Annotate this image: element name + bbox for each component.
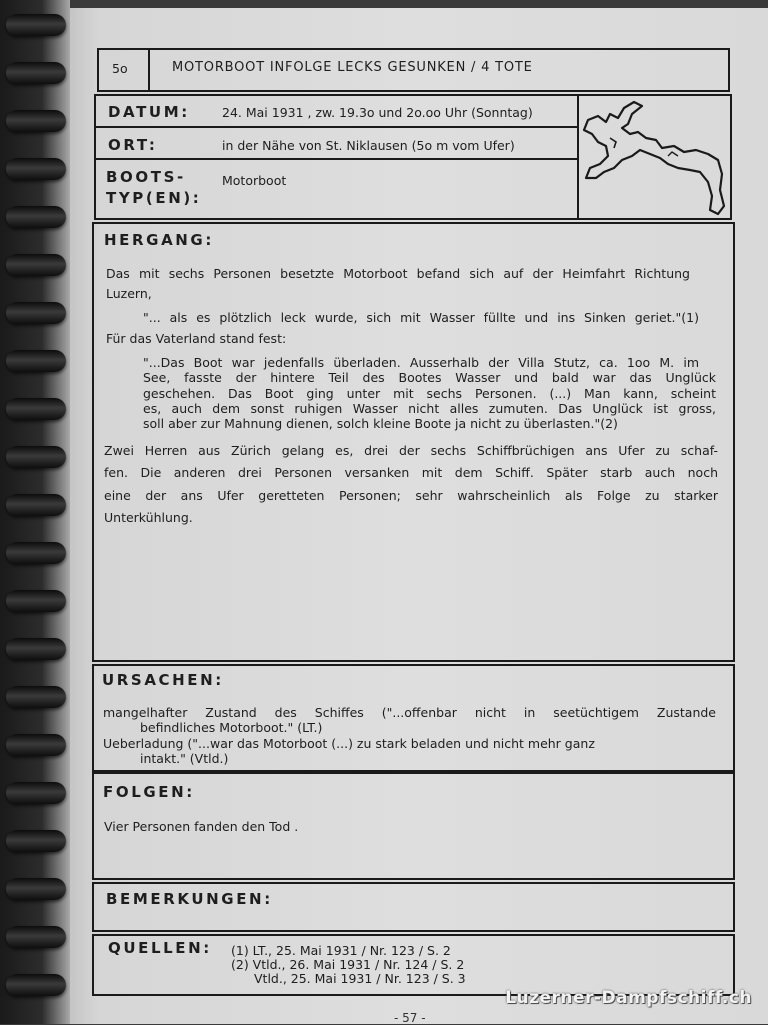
binding-ring [6, 350, 66, 372]
row-divider [94, 158, 578, 160]
binding-ring [6, 446, 66, 468]
record-number: 5o [112, 61, 128, 76]
binding-ring [6, 254, 66, 276]
boots-label: BOOTS- [106, 168, 186, 186]
quellen-entry: (2) Vtld., 26. Mai 1931 / Nr. 124 / S. 2 [231, 957, 465, 972]
hergang-quote-2: geschehen. Das Boot ging unter mit sechs Personen. (...) Man kann, scheint [143, 386, 716, 401]
ursachen-text: mangelhafter Zustand des Schiffes ("...offenbar nicht in seetüchtigem Zustande [103, 705, 716, 720]
binding-ring [6, 926, 66, 948]
quellen-label: QUELLEN: [108, 939, 212, 957]
quellen-entry: (1) LT., 25. Mai 1931 / Nr. 123 / S. 2 [231, 943, 451, 958]
watermark: Luzerner-Dampfschiff.ch [505, 988, 752, 1008]
map-divider [577, 94, 579, 220]
header-divider [148, 48, 150, 92]
hergang-paragraph-3: fen. Die anderen drei Personen versanken mit dem Schiff. Später starb auch noch [104, 465, 718, 480]
folgen-label: FOLGEN: [103, 783, 195, 801]
binding-ring [6, 14, 66, 36]
binding-ring [6, 878, 66, 900]
ursachen-label: URSACHEN: [102, 671, 224, 689]
quellen-entry: Vtld., 25. Mai 1931 / Nr. 123 / S. 3 [254, 971, 466, 986]
binding-ring [6, 398, 66, 420]
ursachen-text: Ueberladung ("...war das Motorboot (...) zu stark beladen und nicht mehr ganz [103, 736, 595, 751]
ort-value: in der Nähe von St. Niklausen (5o m vom Ufer) [222, 138, 515, 153]
binding-ring [6, 206, 66, 228]
bemerkungen-label: BEMERKUNGEN: [106, 890, 273, 908]
page-number: - 57 - [394, 1011, 426, 1025]
hergang-paragraph-2: Für das Vaterland stand fest: [106, 331, 287, 346]
datum-value: 24. Mai 1931 , zw. 19.3o und 2o.oo Uhr (Sonntag) [222, 105, 533, 120]
folgen-text: Vier Personen fanden den Tod . [104, 819, 299, 834]
hergang-paragraph-3: Zwei Herren aus Zürich gelang es, drei der sechs Schiffbrüchigen ans Ufer zu schaf- [104, 443, 718, 458]
hergang-paragraph-1-end: Luzern, [106, 286, 152, 301]
binding-ring [6, 638, 66, 660]
binding-ring [6, 590, 66, 612]
binding-ring [6, 686, 66, 708]
binding-ring [6, 830, 66, 852]
hergang-quote-1: "... als es plötzlich leck wurde, sich mit Wasser füllte und ins Sinken geriet."(1) [143, 310, 699, 325]
binding-ring [6, 62, 66, 84]
row-divider [94, 126, 578, 128]
datum-label: DATUM: [108, 103, 190, 121]
ursachen-text: intakt." (Vtld.) [140, 751, 229, 766]
hergang-quote-2: es, auch dem sonst ruhigen Wasser nicht alles zumuten. Das Unglück ist gross, [143, 401, 716, 416]
hergang-quote-2: See, fasste der hintere Teil des Bootes Wasser und bald war das Unglück [143, 370, 716, 385]
record-title: MOTORBOOT INFOLGE LECKS GESUNKEN / 4 TOTE [172, 60, 533, 75]
hergang-paragraph-3-end: Unterkühlung. [104, 510, 193, 525]
binding-ring [6, 782, 66, 804]
binding-ring [6, 542, 66, 564]
hergang-paragraph-1: Das mit sechs Personen besetzte Motorboot befand sich auf der Heimfahrt Richtung [106, 266, 690, 281]
binding-ring [6, 974, 66, 996]
lake-map-icon [580, 98, 728, 218]
binding-ring [6, 158, 66, 180]
hergang-quote-2: "...Das Boot war jedenfalls überladen. Ausserhalb der Villa Stutz, ca. 1oo M. im [143, 355, 699, 370]
binding-ring [6, 110, 66, 132]
hergang-quote-2: soll aber zur Mahnung dienen, solch kleine Boote ja nicht zu überlasten."(2) [143, 416, 618, 431]
binding-ring [6, 494, 66, 516]
ursachen-text: befindliches Motorboot." (LT.) [140, 720, 323, 735]
hergang-paragraph-3: eine der ans Ufer geretteten Personen; sehr wahrscheinlich als Folge zu starker [104, 488, 718, 503]
binding-ring [6, 302, 66, 324]
hergang-box [92, 222, 735, 662]
binding-ring [6, 734, 66, 756]
binding-spine [0, 0, 70, 1024]
hergang-label: HERGANG: [104, 231, 214, 249]
ort-label: ORT: [108, 136, 158, 154]
boots-value: Motorboot [222, 173, 287, 188]
boots-label-2: TYP(EN): [106, 189, 202, 207]
